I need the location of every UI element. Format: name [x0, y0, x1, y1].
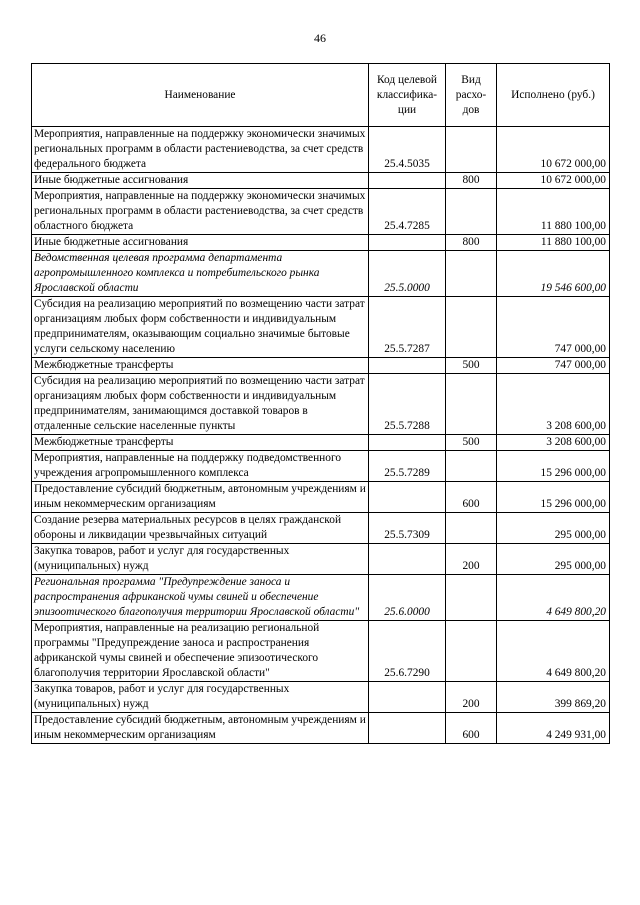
cell-type [446, 451, 497, 482]
cell-amount: 399 869,20 [497, 682, 610, 713]
table-row [32, 621, 610, 682]
cell-code: 25.4.5035 [369, 127, 446, 173]
header-name: Наименование [32, 64, 369, 127]
table-row [32, 544, 610, 575]
cell-amount: 10 672 000,00 [497, 127, 610, 173]
cell-code [369, 682, 446, 713]
cell-type: 800 [446, 235, 497, 251]
header-type: Вид расхо-дов [446, 64, 497, 127]
cell-code [369, 435, 446, 451]
cell-name: Закупка товаров, работ и услуг для государственных (муниципальных) нужд [32, 544, 369, 575]
cell-name: Мероприятия, направленные на реализацию региональной программы "Предупреждение заноса и распространения африканской чумы свиней и обеспечение эпизоотического благополучия территории Ярославской области" [32, 621, 369, 682]
cell-amount: 11 880 100,00 [497, 235, 610, 251]
cell-name: Предоставление субсидий бюджетным, автономным учреждениям и иным некоммерческим организациям [32, 482, 369, 513]
table-row [32, 251, 610, 297]
cell-amount: 11 880 100,00 [497, 189, 610, 235]
table-row [32, 127, 610, 173]
cell-amount: 15 296 000,00 [497, 482, 610, 513]
cell-name: Межбюджетные трансферты [32, 435, 369, 451]
table-row [32, 682, 610, 713]
header-amount: Исполнено (руб.) [497, 64, 610, 127]
header-code: Код целевой классифика-ции [369, 64, 446, 127]
table-row [32, 513, 610, 544]
cell-name: Мероприятия, направленные на поддержку экономически значимых региональных программ в области растениеводства, за счет средств федерального бюджета [32, 127, 369, 173]
cell-code [369, 173, 446, 189]
cell-code [369, 482, 446, 513]
cell-code [369, 713, 446, 744]
page-number: 46 [314, 31, 326, 45]
cell-type: 200 [446, 544, 497, 575]
cell-code: 25.5.7289 [369, 451, 446, 482]
header-row [32, 64, 610, 127]
cell-code: 25.5.7309 [369, 513, 446, 544]
cell-amount: 4 649 800,20 [497, 575, 610, 621]
cell-code: 25.5.7288 [369, 374, 446, 435]
cell-amount: 3 208 600,00 [497, 435, 610, 451]
cell-code: 25.6.7290 [369, 621, 446, 682]
table-row [32, 189, 610, 235]
cell-type [446, 189, 497, 235]
cell-name: Межбюджетные трансферты [32, 358, 369, 374]
cell-type [446, 297, 497, 358]
cell-code [369, 235, 446, 251]
cell-amount: 295 000,00 [497, 544, 610, 575]
cell-type: 200 [446, 682, 497, 713]
cell-code: 25.5.7287 [369, 297, 446, 358]
cell-name: Создание резерва материальных ресурсов в целях гражданской обороны и ликвидации чрезвычайных ситуаций [32, 513, 369, 544]
cell-amount: 10 672 000,00 [497, 173, 610, 189]
table-row [32, 451, 610, 482]
cell-amount: 15 296 000,00 [497, 451, 610, 482]
cell-name: Ведомственная целевая программа департамента агропромышленного комплекса и потребительского рынка Ярославской области [32, 251, 369, 297]
cell-code [369, 544, 446, 575]
cell-amount: 4 249 931,00 [497, 713, 610, 744]
cell-name: Закупка товаров, работ и услуг для государственных (муниципальных) нужд [32, 682, 369, 713]
cell-type [446, 127, 497, 173]
cell-name: Мероприятия, направленные на поддержку экономически значимых региональных программ в области растениеводства, за счет средств областного бюджета [32, 189, 369, 235]
cell-amount: 3 208 600,00 [497, 374, 610, 435]
cell-name: Региональная программа "Предупреждение заноса и распространения африканской чумы свиней и обеспечение эпизоотического благополучия территории Ярославской области" [32, 575, 369, 621]
cell-code: 25.5.0000 [369, 251, 446, 297]
table-row [32, 173, 610, 189]
cell-name: Мероприятия, направленные на поддержку подведомственного учреждения агропромышленного комплекса [32, 451, 369, 482]
table-row [32, 235, 610, 251]
cell-amount: 4 649 800,20 [497, 621, 610, 682]
table-row [32, 435, 610, 451]
cell-amount: 747 000,00 [497, 297, 610, 358]
cell-code: 25.6.0000 [369, 575, 446, 621]
table-row [32, 482, 610, 513]
cell-type [446, 374, 497, 435]
cell-code: 25.4.7285 [369, 189, 446, 235]
cell-name: Иные бюджетные ассигнования [32, 173, 369, 189]
cell-type: 600 [446, 482, 497, 513]
cell-name: Предоставление субсидий бюджетным, автономным учреждениям и иным некоммерческим организациям [32, 713, 369, 744]
table-row [32, 297, 610, 358]
cell-type: 800 [446, 173, 497, 189]
cell-type: 500 [446, 358, 497, 374]
cell-amount: 747 000,00 [497, 358, 610, 374]
cell-code [369, 358, 446, 374]
table-row [32, 358, 610, 374]
cell-name: Субсидия на реализацию мероприятий по возмещению части затрат организациям любых форм собственности и индивидуальным предпринимателям, занимающимся доставкой товаров в отдаленные сельские населенные пункты [32, 374, 369, 435]
cell-name: Субсидия на реализацию мероприятий по возмещению части затрат организациям любых форм собственности и индивидуальным предпринимателям, оказывающим социально значимые бытовые услуги сельскому населению [32, 297, 369, 358]
cell-amount: 19 546 600,00 [497, 251, 610, 297]
cell-name: Иные бюджетные ассигнования [32, 235, 369, 251]
cell-type [446, 621, 497, 682]
cell-type [446, 251, 497, 297]
table-row [32, 575, 610, 621]
cell-type: 500 [446, 435, 497, 451]
cell-type: 600 [446, 713, 497, 744]
cell-type [446, 575, 497, 621]
cell-type [446, 513, 497, 544]
table-body [32, 127, 610, 744]
budget-table [31, 63, 610, 744]
cell-amount: 295 000,00 [497, 513, 610, 544]
table-row [32, 713, 610, 744]
table-row [32, 374, 610, 435]
